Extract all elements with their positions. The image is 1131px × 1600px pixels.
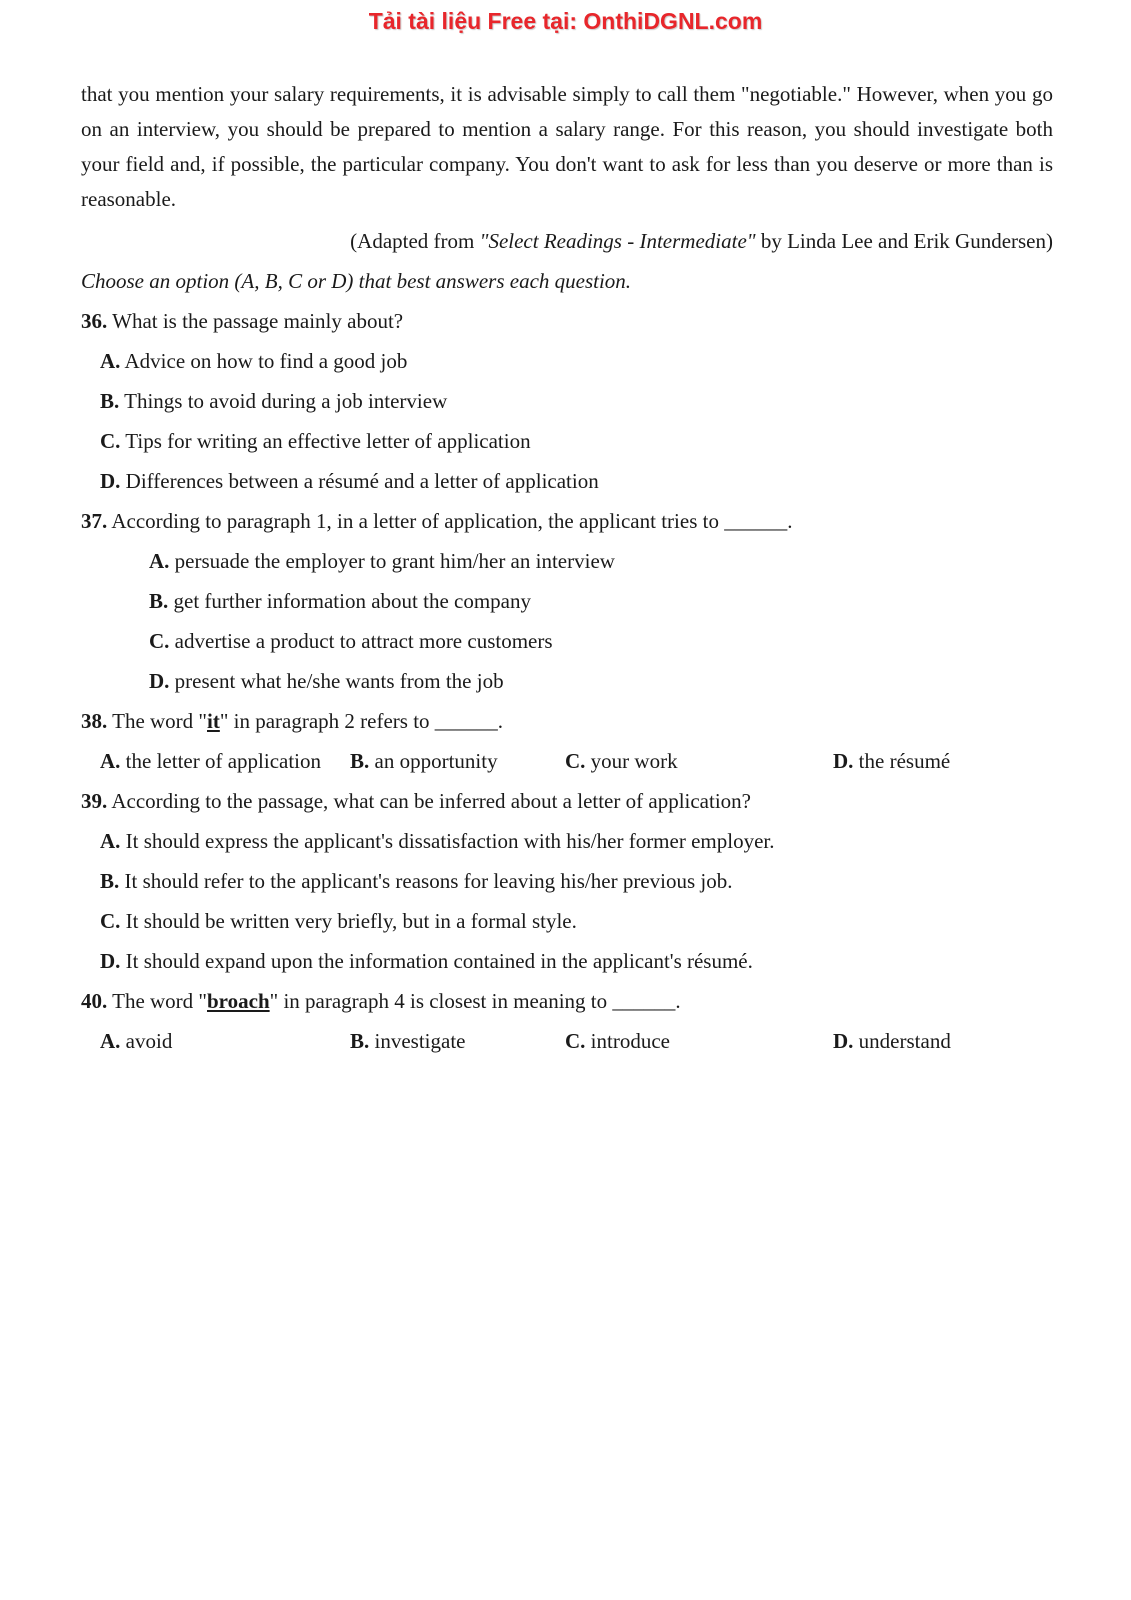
question-37 [81, 501, 1053, 541]
option-letter: B. [350, 749, 370, 773]
options-38-row [81, 741, 1053, 781]
option-36-c[interactable] [81, 421, 1053, 461]
option-text: advertise a product to attract more customers [169, 629, 553, 653]
option-40-d[interactable] [833, 1021, 951, 1061]
option-37-c[interactable] [81, 621, 1053, 661]
option-letter: A. [100, 349, 121, 373]
site-header-banner: Tải tài liệu Free tại: OnthiDGNL.com [368, 8, 763, 34]
option-36-b[interactable] [81, 381, 1053, 421]
option-letter: C. [565, 1029, 586, 1053]
option-38-c[interactable] [565, 741, 678, 781]
question-stem: According to paragraph 1, in a letter of application, the applicant tries to ______. [107, 509, 793, 533]
question-keyword: it [207, 709, 220, 733]
option-40-b[interactable] [350, 1021, 466, 1061]
instruction: Choose an option (A, B, C or D) that best answers each question. [81, 269, 632, 293]
option-text: your work [585, 749, 678, 773]
question-number: 39. [81, 789, 108, 813]
option-37-b[interactable] [81, 581, 1053, 621]
citation-prefix: (Adapted from [350, 229, 480, 253]
option-39-d[interactable] [81, 941, 1053, 981]
option-letter: C. [100, 429, 121, 453]
option-text: an opportunity [369, 749, 498, 773]
option-39-a[interactable] [81, 821, 1053, 861]
citation-suffix: by Linda Lee and Erik Gundersen) [755, 229, 1053, 253]
option-text: Advice on how to find a good job [120, 349, 408, 373]
question-40 [81, 981, 1053, 1021]
option-letter: B. [350, 1029, 370, 1053]
option-letter: C. [565, 749, 586, 773]
option-text: Tips for writing an effective letter of application [120, 429, 531, 453]
option-letter: B. [100, 389, 120, 413]
option-letter: D. [149, 669, 170, 693]
option-text: introduce [585, 1029, 670, 1053]
question-stem-pre: The word " [107, 989, 207, 1013]
option-text: the résumé [853, 749, 951, 773]
options-40-row [81, 1021, 1053, 1061]
option-text: Things to avoid during a job interview [119, 389, 448, 413]
question-number: 37. [81, 509, 108, 533]
question-number: 38. [81, 709, 108, 733]
question-stem: What is the passage mainly about? [107, 309, 404, 333]
option-36-d[interactable] [81, 461, 1053, 501]
option-text: the letter of application [120, 749, 322, 773]
option-text: avoid [120, 1029, 173, 1053]
option-40-c[interactable] [565, 1021, 670, 1061]
option-letter: B. [100, 869, 120, 893]
option-37-d[interactable] [81, 661, 1053, 701]
option-text: It should refer to the applicant's reasons for leaving his/her previous job. [119, 869, 733, 893]
document-body [81, 77, 1053, 1061]
option-40-a[interactable] [100, 1021, 172, 1061]
option-letter: A. [100, 1029, 121, 1053]
passage-paragraph: that you mention your salary requirements, it is advisable simply to call them "negotiable." However, when you go on an interview, you should be prepared to mention a salary range. For this reason, you should investigate both your field and, if possible, the particular company. You don't want to ask for less than you deserve or more than is reasonable. [81, 82, 1053, 211]
option-text: present what he/she wants from the job [169, 669, 504, 693]
question-stem-post: " in paragraph 2 refers to ______. [219, 709, 504, 733]
question-keyword: broach [207, 989, 270, 1013]
option-letter: D. [833, 749, 854, 773]
option-text: It should be written very briefly, but in a formal style. [120, 909, 577, 933]
option-text: persuade the employer to grant him/her an interview [169, 549, 615, 573]
option-letter: D. [833, 1029, 854, 1053]
option-letter: D. [100, 469, 121, 493]
option-text: investigate [369, 1029, 466, 1053]
question-stem-pre: The word " [107, 709, 207, 733]
option-letter: B. [149, 589, 169, 613]
option-39-c[interactable] [81, 901, 1053, 941]
option-text: It should express the applicant's dissatisfaction with his/her former employer. [120, 829, 775, 853]
option-letter: C. [100, 909, 121, 933]
question-39 [81, 781, 1053, 821]
question-36 [81, 301, 1053, 341]
passage-citation [81, 221, 1053, 261]
option-letter: A. [149, 549, 170, 573]
question-number: 36. [81, 309, 108, 333]
option-37-a[interactable] [81, 541, 1053, 581]
option-text: Differences between a résumé and a letter of application [120, 469, 599, 493]
option-text: understand [853, 1029, 951, 1053]
option-text: It should expand upon the information contained in the applicant's résumé. [120, 949, 753, 973]
option-38-a[interactable] [100, 741, 321, 781]
option-letter: C. [149, 629, 170, 653]
citation-title: "Select Readings - Intermediate" [479, 229, 756, 253]
question-stem-post: " in paragraph 4 is closest in meaning to ______. [269, 989, 681, 1013]
question-stem: According to the passage, what can be inferred about a letter of application? [107, 789, 751, 813]
option-36-a[interactable] [81, 341, 1053, 381]
option-letter: D. [100, 949, 121, 973]
option-letter: A. [100, 749, 121, 773]
question-number: 40. [81, 989, 108, 1013]
option-38-b[interactable] [350, 741, 498, 781]
option-letter: A. [100, 829, 121, 853]
option-39-b[interactable] [81, 861, 1053, 901]
option-text: get further information about the company [168, 589, 531, 613]
question-38 [81, 701, 1053, 741]
option-38-d[interactable] [833, 741, 950, 781]
